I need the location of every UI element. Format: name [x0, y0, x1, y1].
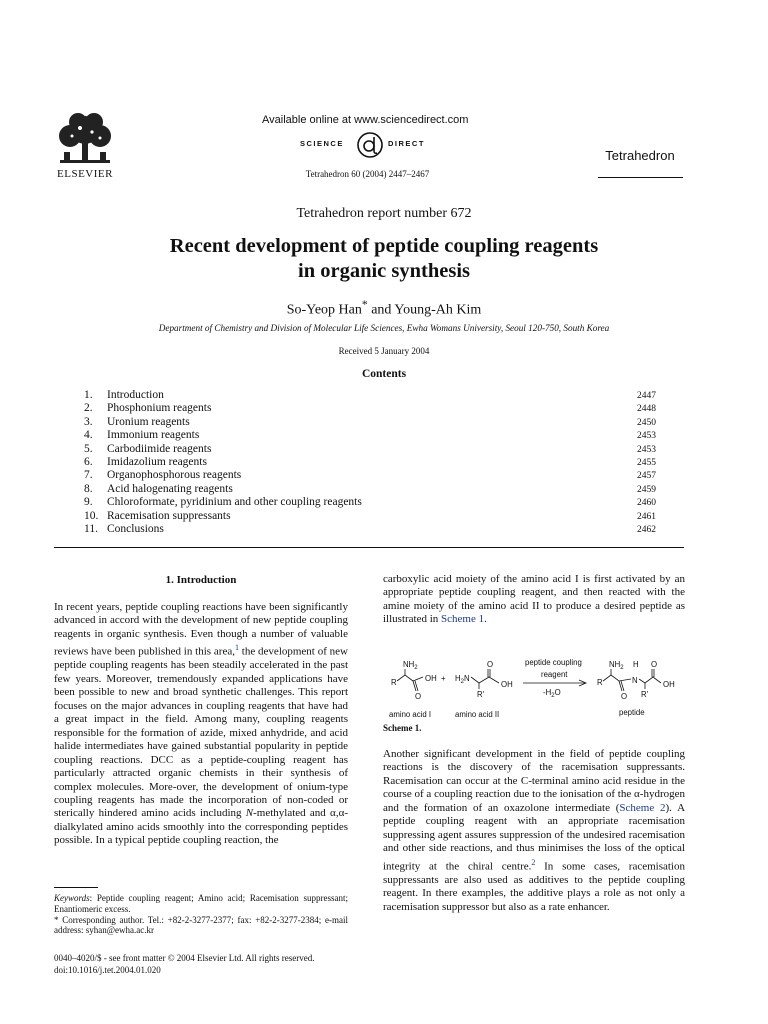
scheme-oh-1: OH	[425, 674, 437, 683]
toc-title: Phosphonium reagents	[107, 402, 212, 415]
scheme-bond-co-1	[413, 681, 418, 691]
title-line-2: in organic synthesis	[298, 260, 470, 282]
toc-item[interactable]	[84, 429, 656, 442]
toc-item[interactable]	[84, 389, 656, 402]
scheme-o-4: O	[621, 692, 628, 701]
scheme-reagent-1: peptide coupling	[525, 658, 582, 667]
scheme-o-3: O	[651, 660, 658, 669]
toc-item[interactable]	[84, 456, 656, 469]
toc-item[interactable]	[84, 469, 656, 482]
received-date: Received 5 January 2004	[338, 346, 430, 356]
page-footer	[54, 953, 354, 976]
footnotes	[54, 893, 348, 936]
toc-page: 2447	[637, 391, 656, 401]
toc-title: Conclusions	[107, 522, 164, 535]
scheme-1-link[interactable]: Scheme 1	[441, 613, 485, 626]
toc-page: 2462	[637, 524, 656, 535]
toc-number: 9.	[84, 496, 93, 509]
toc-number: 2.	[84, 402, 93, 415]
keywords-label: Keywords	[54, 893, 90, 903]
p2-text-c: In some cases, racemisation suppressants are also used as additives to the peptide coupling reagent. In there examples, the additive plays a role as not only a racemisation suppressor but also as a rate enhancer.	[383, 860, 685, 913]
col2-period: .	[484, 613, 487, 626]
toc-number: 4.	[84, 429, 93, 442]
corresponding-mark[interactable]: *	[361, 298, 368, 311]
toc-title: Chloroformate, pyridinium and other coupling reagents	[107, 496, 362, 509]
authors	[100, 298, 668, 319]
scheme-o-1: O	[415, 692, 422, 701]
toc-number: 11.	[84, 522, 98, 535]
keywords-text: : Peptide coupling reagent; Amino acid; Racemisation suppressant; Enantiomeric excess.	[54, 893, 348, 914]
scheme-h-3: H	[633, 660, 639, 669]
scheme-bonds-1	[397, 675, 423, 681]
scheme-r-1: R	[391, 678, 397, 687]
toc-item[interactable]	[84, 523, 656, 536]
corresponding-text: Corresponding author. Tel.: +82-2-3277-2377; fax: +82-2-3277-2384; e-mail address: syhan@ewha.ac.kr	[54, 914, 348, 936]
toc-item[interactable]	[84, 443, 656, 456]
toc-number: 7.	[84, 469, 93, 482]
intro-text-c: -methylated and α,α-dialkylated amino acids smoothly into the corresponding peptides possible. In a typical peptide coupling reaction, the	[54, 807, 348, 847]
toc-title: Immonium reagents	[107, 429, 200, 442]
toc-page: 2460	[637, 498, 656, 509]
p2-text-b: ). A peptide coupling reagent with an appropriate racemisation suppressing agent assures suppression of the undesired racemisation and other side reactions, and thus minimises the loss of the optical integrity at the chiral centre.	[383, 801, 686, 873]
corresponding-note	[54, 915, 348, 937]
footer-copyright: 0040–4020/$ - see front matter © 2004 Elsevier Ltd. All rights reserved.	[54, 953, 315, 963]
scheme-nh2-1: $NH_2$	[403, 660, 418, 671]
contents-divider	[54, 547, 684, 548]
intro-paragraph	[54, 601, 348, 848]
toc-title: Racemisation suppressants	[107, 509, 231, 522]
publisher-name: ELSEVIER	[57, 168, 113, 180]
ref-1-link[interactable]: 1	[234, 643, 239, 653]
toc-page: 2450	[637, 417, 656, 428]
scheme-label-aa1: amino acid I	[389, 710, 432, 719]
scheme-o-2: O	[487, 660, 494, 669]
toc-page: 2459	[637, 484, 656, 495]
intro-n-italic: N	[245, 807, 254, 820]
intro-text-b: the development of new peptide coupling reagents has been steadily accelerated in the past few years. Moreover, tremendously expanded applications have been possible to new and broad synthetic challenges. This report focuses on the major advances in coupling reagents that have had a great impact in the field. Among many, coupling reagents responsible for the formation of azide, mixed anhydride, and acid halide intermediates have gained substantial popularity in peptide coupling reactions. DCC as a peptide-coupling reagent has particularly attracted organic chemists in their synthesis of complex molecules. More-over, the development of onium-type coupling reagents has made the incorporation of non-coded or sterically hindered amino acids including	[54, 646, 348, 820]
sd-left-text: SCIENCE	[300, 139, 344, 148]
toc-item[interactable]	[84, 483, 656, 496]
sciencedirect-logo	[300, 131, 440, 159]
column2-paragraph-1	[383, 573, 685, 627]
scheme-bond-co-4	[619, 681, 624, 691]
section-heading-introduction: 1. Introduction	[165, 574, 237, 586]
toc-page: 2453	[637, 444, 656, 455]
intro-text-a: In recent years, peptide coupling reactions have been significantly advanced in accord with the development of new peptide coupling reagents in organic synthesis. Even though a number of valuable reviews have been published in this area,	[54, 601, 348, 659]
journal-rule	[598, 177, 683, 178]
toc-title: Acid halogenating reagents	[107, 482, 233, 495]
toc-number: 1.	[84, 389, 93, 401]
toc-page: 2461	[637, 511, 656, 522]
journal-name: Tetrahedron	[605, 148, 675, 163]
scheme-rprime-2: R'	[477, 690, 485, 699]
toc-item[interactable]	[84, 496, 656, 509]
affiliation: Department of Chemistry and Division of Molecular Life Sciences, Ewha Womans University, Seoul 120-750, South Korea	[158, 323, 610, 333]
toc-title: Carbodiimide reagents	[107, 442, 212, 455]
scheme-nh2-3: $NH_2$	[609, 660, 624, 671]
scheme-2-link[interactable]: Scheme 2	[619, 801, 666, 814]
scheme-rprime-3: R'	[641, 690, 649, 699]
scheme-1-caption: Scheme 1.	[383, 723, 422, 733]
scheme-bond-co-2	[488, 669, 490, 677]
toc-item[interactable]	[84, 510, 656, 523]
ref-2-link[interactable]: 2	[531, 857, 536, 867]
p2-text-a: Another significant development in the field of peptide coupling reactions is the discovery of the racemisation suppressants. Racemisation can occur at the C-terminal amino acid residue in the course of a coupling reaction due to the ionisation of the α-hydrogen and the formation of an oxazolone intermediate (	[383, 748, 685, 814]
scheme-bonds-2	[471, 677, 499, 683]
scheme-label-aa2: amino acid II	[455, 710, 500, 719]
author-1[interactable]: So-Yeop Han	[286, 302, 362, 318]
corresponding-mark-footnote: *	[54, 914, 59, 925]
article-title	[60, 234, 708, 284]
scheme-oh-3: OH	[663, 680, 675, 689]
table-of-contents	[84, 389, 656, 536]
title-line-1: Recent development of peptide coupling reagents	[169, 235, 599, 257]
footer-doi[interactable]: doi:10.1016/j.tet.2004.01.020	[54, 964, 161, 975]
available-online-text[interactable]: Available online at www.sciencedirect.com	[262, 114, 469, 126]
toc-number: 5.	[84, 442, 93, 455]
footnote-rule	[54, 887, 98, 888]
sd-right-text: DIRECT	[388, 139, 425, 148]
scheme-reagent-2: reagent	[541, 670, 568, 679]
toc-number: 6.	[84, 455, 93, 468]
col2-text: carboxylic acid moiety of the amino acid I is first activated by an appropriate peptide coupling reagent, and then reacted with the amine moiety of the amino acid II to produce a desired peptide as illustrated in	[383, 573, 685, 626]
column2-paragraph-2	[383, 748, 685, 914]
keywords-note	[54, 893, 348, 915]
scheme-label-peptide: peptide	[619, 708, 645, 717]
scheme-n-3: N	[632, 676, 638, 685]
report-number: Tetrahedron report number 672	[296, 206, 472, 221]
scheme-oh-2: OH	[501, 680, 513, 689]
author-2: and Young-Ah Kim	[367, 302, 482, 318]
scheme-plus: +	[441, 674, 446, 683]
toc-page: 2455	[637, 457, 656, 468]
scheme-r-3: R	[597, 678, 603, 687]
toc-page: 2448	[637, 404, 656, 415]
toc-title: Imidazolium reagents	[107, 455, 207, 468]
toc-number: 3.	[84, 415, 93, 428]
toc-item[interactable]	[84, 416, 656, 429]
scheme-byproduct: $-H_2O$	[543, 688, 561, 699]
toc-page: 2453	[637, 431, 656, 442]
toc-page: 2457	[637, 471, 656, 482]
scheme-h2n: $H_2N$	[455, 674, 470, 685]
toc-number: 10.	[84, 509, 99, 522]
toc-title: Organophosphorous reagents	[107, 469, 242, 482]
contents-heading: Contents	[361, 368, 407, 380]
journal-citation: Tetrahedron 60 (2004) 2447–2467	[305, 169, 430, 179]
sd-at-icon	[356, 131, 384, 159]
toc-item[interactable]	[84, 402, 656, 415]
scheme-1-diagram	[383, 655, 685, 721]
toc-title: Introduction	[107, 389, 164, 401]
toc-number: 8.	[84, 482, 93, 495]
scheme-bond-co-3	[652, 669, 654, 677]
toc-title: Uronium reagents	[107, 415, 190, 428]
